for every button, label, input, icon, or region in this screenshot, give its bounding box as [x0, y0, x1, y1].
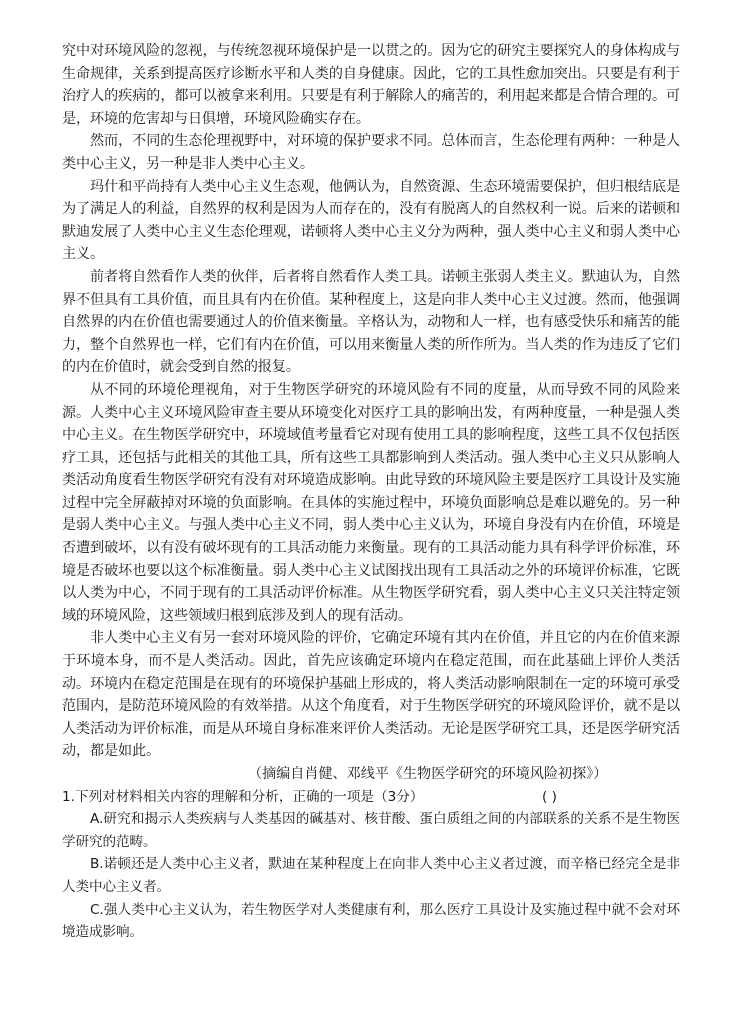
article-paragraph-1: 究中对环境风险的忽视，与传统忽视环境保护是一以贯之的。因为它的研究主要探究人的身体构成与生命规律，关系到提高医疗诊断水平和人类的自身健康。因此，它的工具性愈加突出。只要是有利于治疗人的疾病的，都可以被拿来利用。只要是有利于解除人的痛苦的，利用起来都是合情合理的。可是，环境的危害却与日俱增，环境风险确实存在。 [62, 43, 680, 127]
article-paragraph-4: 前者将自然看作人类的伙伴，后者将自然看作人类工具。诺顿主张弱人类主义。默迪认为，自然界不但具有工具价值，而且具有内在价值。某种程度上，这是向非人类中心主义过渡。然而，他强调自然界的内在价值也需要通过人的价值来衡量。辛格认为，动物和人一样，也有感受快乐和痛苦的能力，整个自然界也一样，它们有内在价值，可以用来衡量人类的所作所为。当人类的作为违反了它们的内在价值时，就会受到自然的报复。 [62, 268, 680, 376]
answer-bracket: ( ) [542, 788, 557, 805]
article-paragraph-3: 玛什和平尚持有人类中心主义生态观，他俩认为，自然资源、生态环境需要保护，但归根结底是为了满足人的利益，自然界的权利是因为人而存在的，没有有脱离人的自然权利一说。后来的诺顿和默迪发展了人类中心主义生态伦理观，诺顿将人类中心主义分为两种，强人类中心主义和弱人类中心主义。 [62, 178, 680, 263]
question-stem [62, 786, 680, 809]
option-c: C.强人类中心主义认为，若生物医学对人类健康有利，那么医疗工具设计及实施过程中就不会对环境造成影响。 [62, 901, 680, 941]
article-paragraph-5: 从不同的环境伦理视角，对于生物医学研究的环境风险有不同的度量，从而导致不同的风险来源。人类中心主义环境风险审查主要从环境变化对医疗工具的影响出发，有两种度量，一种是强人类中心主义。在生物医学研究中，环境域值考量看它对现有使用工具的影响程度，这些工具不仅包括医疗工具，还包括与此相关的其他工具，所有这些工具都影响到人类活动。强人类中心主义只从影响人类活动角度看生物医学研究有没有对环境造成影响。由此导致的环境风险主要是医疗工具设计及实施过程中完全屏蔽掉对环境的负面影响。在具体的实施过程中，环境负面影响总是难以避免的。另一种是弱人类中心主义。与强人类中心主义不同，弱人类中心主义认为，环境自身没有内在价值，环境是否遭到破坏，以有没有破坏现有的工具活动能力来衡量。现有的工具活动能力具有科学评价标准，环境是否破坏也要以这个标准衡量。弱人类中心主义试图找出现有工具活动之外的环境评价标准，它既以人类为中心，不同于现有的工具活动评价标准。从生物医学研究看，弱人类中心主义只关注特定领域的环境风险，这些领域归根到底涉及到人的现有活动。 [62, 381, 680, 624]
article-paragraph-6: 非人类中心主义有另一套对环境风险的评价，它确定环境有其内在价值，并且它的内在价值来源于环境本身，而不是人类活动。因此，首先应该确定环境内在稳定范围，而在此基础上评价人类活动。环境内在稳定范围是在现有的环境保护基础上形成的，将人类活动影响限制在一定的环境可承受范围内，是防范环境风险的有效举措。从这个角度看，对于生物医学研究的环境风险评价，就不是以人类活动为评价标准，而是从环境自身标准来评价人类活动。无论是医学研究工具，还是医学研究活动，都是如此。 [62, 630, 680, 760]
option-a: A.研究和揭示人类疾病与人类基因的碱基对、核苷酸、蛋白质组之间的内部联系的关系不是生物医学研究的范畴。 [62, 811, 680, 850]
article-source: （摘编自肖健、邓线平《生物医学研究的环境风险初探》） [248, 766, 608, 782]
document-page [62, 40, 680, 944]
option-b: B.诺顿还是人类中心主义者，默迪在某种程度上在向非人类中心主义者过渡，而辛格已经完全是非人类中心主义者。 [62, 856, 680, 895]
question-stem-text: 1.下列对材料相关内容的理解和分析，正确的一项是（3分） [62, 788, 424, 805]
article-paragraph-2: 然而，不同的生态伦理视野中，对环境的保护要求不同。总体而言，生态伦理有两种：一种是人类中心主义，另一种是非人类中心主义。 [62, 133, 680, 172]
